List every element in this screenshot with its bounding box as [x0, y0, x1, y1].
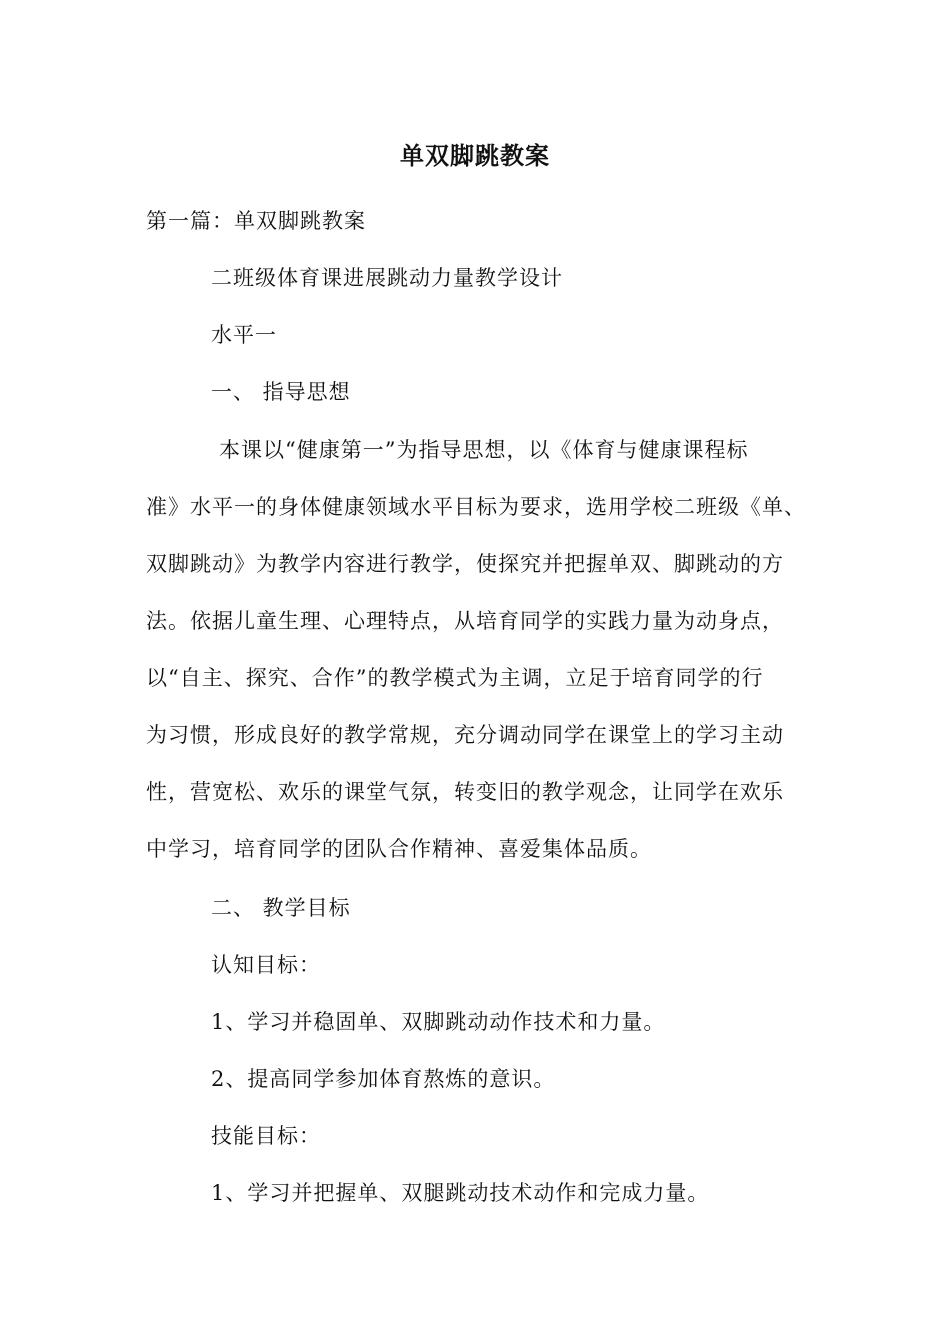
- goal-item: 1、学习并把握单、双腿跳动技术动作和完成力量。: [211, 1181, 710, 1205]
- paragraph-line: 以“自主、探究、合作”的教学模式为主调，立足于培育同学的行: [146, 666, 764, 690]
- subtitle-line: 二班级体育课进展跳动力量教学设计: [211, 266, 563, 290]
- paragraph-line: 双脚跳动》为教学内容进行教学，使探究并把握单双、脚跳动的方: [146, 552, 784, 576]
- paragraph-line: 法。依据儿童生理、心理特点，从培育同学的实践力量为动身点，: [146, 609, 784, 633]
- paragraph-line: 本课以“健康第一”为指导思想，以《体育与健康课程标: [219, 438, 749, 462]
- level-line: 水平一: [211, 323, 277, 347]
- cognitive-goals-label: 认知目标：: [211, 953, 321, 977]
- skill-goals-label: 技能目标：: [211, 1124, 321, 1148]
- document-title: 单双脚跳教案: [400, 141, 550, 170]
- goal-item: 2、提高同学参加体育熬炼的意识。: [211, 1067, 556, 1091]
- paragraph-line: 性，营宽松、欢乐的课堂气氛，转变旧的教学观念，让同学在欢乐: [146, 780, 784, 804]
- paragraph-line: 为习惯，形成良好的教学常规，充分调动同学在课堂上的学习主动: [146, 723, 784, 747]
- goal-item: 1、学习并稳固单、双脚跳动动作技术和力量。: [211, 1010, 666, 1034]
- paragraph-line: 准》水平一的身体健康领域水平目标为要求，选用学校二班级《单、: [146, 495, 806, 519]
- heading-teaching-goals: 二、 教学目标: [211, 896, 351, 920]
- section-heading: 第一篇：单双脚跳教案: [146, 209, 366, 233]
- paragraph-line: 中学习，培育同学的团队合作精神、喜爱集体品质。: [146, 837, 652, 861]
- heading-guiding-thought: 一、 指导思想: [211, 380, 351, 404]
